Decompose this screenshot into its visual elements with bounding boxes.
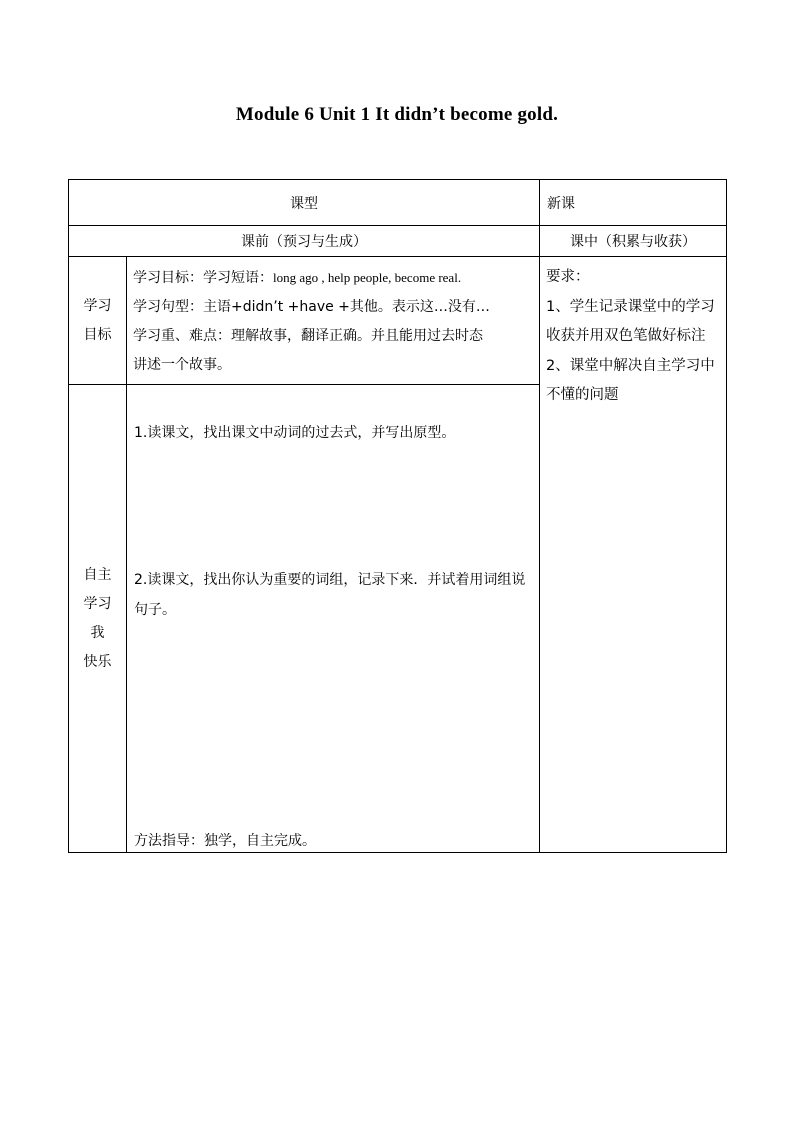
goals-line3: 学习重、难点：理解故事，翻译正确。并且能用过去时态: [133, 328, 483, 344]
section-header-row: [69, 226, 727, 257]
goals-label: [69, 257, 127, 385]
self-study-label-line1: 自主: [83, 566, 112, 583]
goals-line1-phrases: long ago , help people, become real.: [273, 270, 462, 285]
goals-line4: 讲述一个故事。: [133, 357, 231, 373]
lesson-plan-table: [68, 179, 727, 853]
self-study-label-line4: 快乐: [83, 653, 112, 670]
course-type-row: [69, 180, 727, 226]
goals-row: [69, 257, 727, 385]
requirements-heading: 要求：: [546, 269, 590, 285]
in-class-requirements: [540, 257, 727, 853]
document-title: Module 6 Unit 1 It didn’t become gold.: [235, 104, 559, 125]
self-study-label-line3: 我: [90, 624, 105, 641]
self-study-content: [127, 385, 540, 853]
goals-line1-prefix: 学习目标：学习短语：: [133, 270, 273, 286]
method-guidance: 方法指导：独学，自主完成。: [134, 833, 316, 849]
pre-class-header: 课前（预习与生成）: [69, 226, 540, 257]
in-class-header: 课中（积累与收获）: [540, 226, 727, 257]
goals-line1: [133, 263, 533, 293]
learning-goals: [127, 257, 540, 385]
goals-label-line1: 学习: [83, 297, 112, 314]
course-type-value: 新课: [540, 180, 727, 226]
goals-label-line2: 目标: [83, 326, 112, 343]
course-type-label: 课型: [69, 180, 540, 226]
self-study-label-line2: 学习: [83, 595, 112, 612]
self-study-task-1: 1.读课文，找出课文中动词的过去式，并写出原型。: [134, 425, 456, 441]
self-study-task-2: 2.读课文，找出你认为重要的词组，记录下来．并试着用词组说句子。: [134, 572, 526, 618]
requirement-item-2: 2、课堂中解决自主学习中不懂的问题: [546, 357, 715, 403]
goals-line2: 学习句型：主语+didn’t +have +其他。表示这…没有…: [133, 299, 490, 315]
self-study-label: [69, 385, 127, 853]
requirement-item-1: 1、学生记录课堂中的学习收获并用双色笔做好标注: [546, 298, 715, 344]
